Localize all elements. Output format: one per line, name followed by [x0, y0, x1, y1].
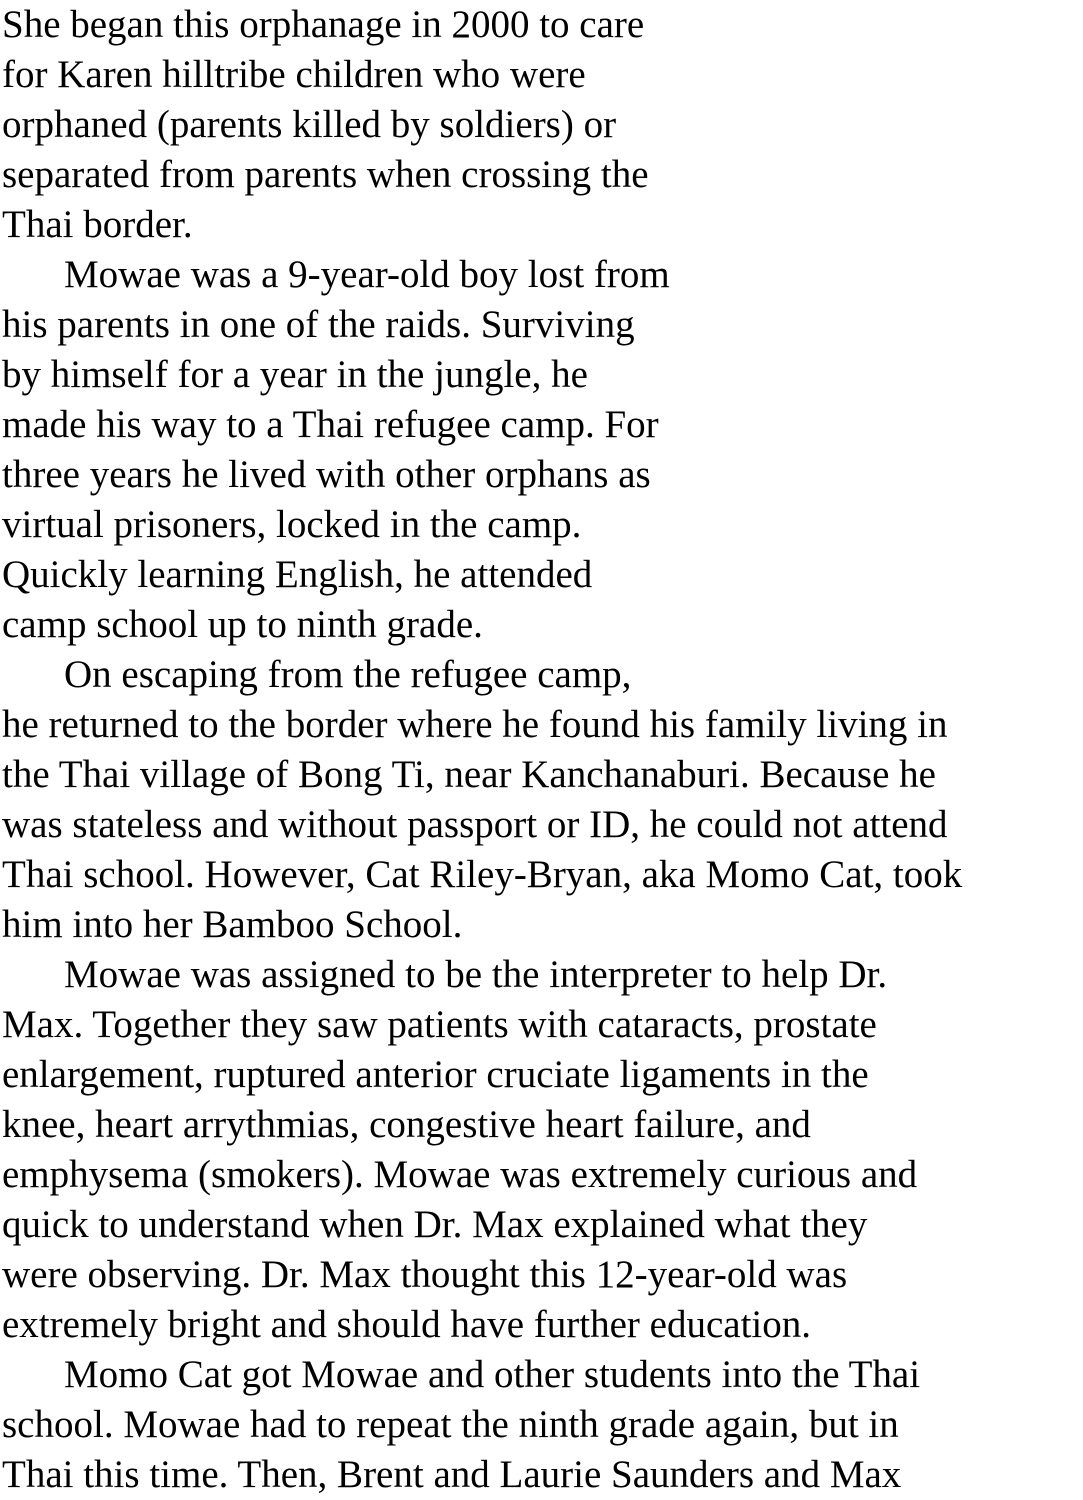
text-line: camp school up to ninth grade.	[2, 603, 483, 646]
text-line: separated from parents when crossing the	[2, 153, 649, 196]
text-line: was stateless and without passport or ID, he could not attend	[2, 803, 948, 846]
text-line: emphysema (smokers). Mowae was extremely curious and	[2, 1153, 918, 1196]
text-line: him into her Bamboo School.	[2, 903, 463, 946]
text-line: were observing. Dr. Max thought this 12-year-old was	[2, 1253, 848, 1296]
text-line: Max. Together they saw patients with cataracts, prostate	[2, 1003, 877, 1046]
text-line: Quickly learning English, he attended	[2, 553, 593, 596]
text-line: extremely bright and should have further education.	[2, 1303, 811, 1346]
paragraph-first-line: Momo Cat got Mowae and other students into the Thai	[64, 1353, 921, 1396]
text-line: made his way to a Thai refugee camp. For	[2, 403, 659, 446]
text-line: quick to understand when Dr. Max explained what they	[2, 1203, 868, 1246]
text-line: by himself for a year in the jungle, he	[2, 353, 588, 396]
text-line: orphaned (parents killed by soldiers) or	[2, 103, 617, 146]
text-line: the Thai village of Bong Ti, near Kanchanaburi. Because he	[2, 753, 936, 796]
text-line: Thai border.	[2, 203, 193, 246]
text-line: She began this orphanage in 2000 to care	[2, 3, 645, 46]
text-line: knee, heart arrythmias, congestive heart failure, and	[2, 1103, 811, 1146]
text-line: he returned to the border where he found his family living in	[2, 703, 948, 746]
paragraph-first-line: On escaping from the refugee camp,	[64, 653, 632, 696]
text-line: Thai school. However, Cat Riley-Bryan, aka Momo Cat, took	[2, 853, 963, 896]
text-line: for Karen hilltribe children who were	[2, 53, 586, 96]
text-line: three years he lived with other orphans as	[2, 453, 651, 496]
text-line: his parents in one of the raids. Surviving	[2, 303, 635, 346]
paragraph-first-line: Mowae was assigned to be the interpreter to help Dr.	[64, 953, 888, 996]
paragraph-first-line: Mowae was a 9-year-old boy lost from	[64, 253, 670, 296]
text-line: school. Mowae had to repeat the ninth grade again, but in	[2, 1403, 899, 1446]
text-line: virtual prisoners, locked in the camp.	[2, 503, 582, 546]
text-line: Thai this time. Then, Brent and Laurie Saunders and Max	[2, 1453, 902, 1496]
text-line: enlargement, ruptured anterior cruciate ligaments in the	[2, 1053, 869, 1096]
